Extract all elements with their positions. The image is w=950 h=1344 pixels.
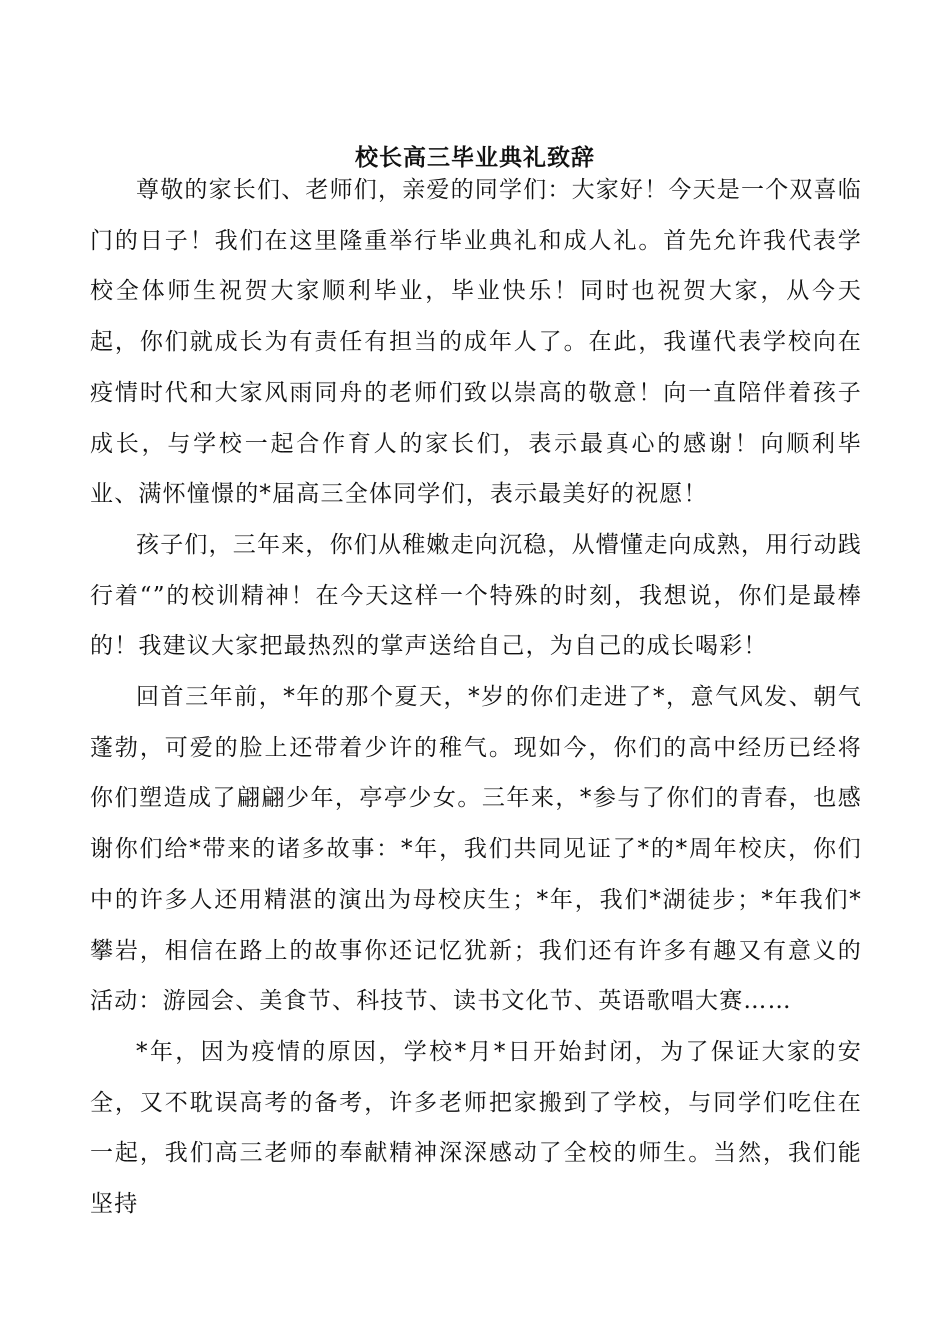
document-title: 校长高三毕业典礼致辞 [355,144,595,171]
paragraph-memories: 回首三年前，*年的那个夏天，*岁的你们走进了*，意气风发、朝气蓬勃，可爱的脸上还带着少许的稚气。现如今，你们的高中经历已经将你们塑造成了翩翩少年，亭亭少女。三年来，*参与了你们的青春，也感谢你们给*带来的诸多故事：*年，我们共同见证了*的*周年校庆，你们中的许多人还用精湛的演出为母校庆生；*年，我们*湖徒步；*年我们*攀岩，相信在路上的故事你还记忆犹新；我们还有许多有趣又有意义的活动：游园会、美食节、科技节、读书文化节、英语歌唱大赛…… [90,684,862,1015]
paragraph-pandemic: *年，因为疫情的原因，学校*月*日开始封闭，为了保证大家的安全，又不耽误高考的备考，许多老师把家搬到了学校，与同学们吃住在一起，我们高三老师的奉献精神深深感动了全校的师生。当然，我们能坚持 [90,1038,862,1218]
paragraph-students: 孩子们，三年来，你们从稚嫩走向沉稳，从懵懂走向成熟，用行动践行着“”的校训精神！在今天这样一个特殊的时刻，我想说，你们是最棒的！我建议大家把最热烈的掌声送给自己，为自己的成长喝彩！ [90,531,862,660]
document-body [90,165,862,1230]
paragraph-greeting: 尊敬的家长们、老师们，亲爱的同学们：大家好！今天是一个双喜临门的日子！我们在这里隆重举行毕业典礼和成人礼。首先允许我代表学校全体师生祝贺大家顺利毕业，毕业快乐！同时也祝贺大家，从今天起，你们就成长为有责任有担当的成年人了。在此，我谨代表学校向在疫情时代和大家风雨同舟的老师们致以崇高的敬意！向一直陪伴着孩子成长，与学校一起合作育人的家长们，表示最真心的感谢！向顺利毕业、满怀憧憬的*届高三全体同学们，表示最美好的祝愿！ [90,177,862,508]
